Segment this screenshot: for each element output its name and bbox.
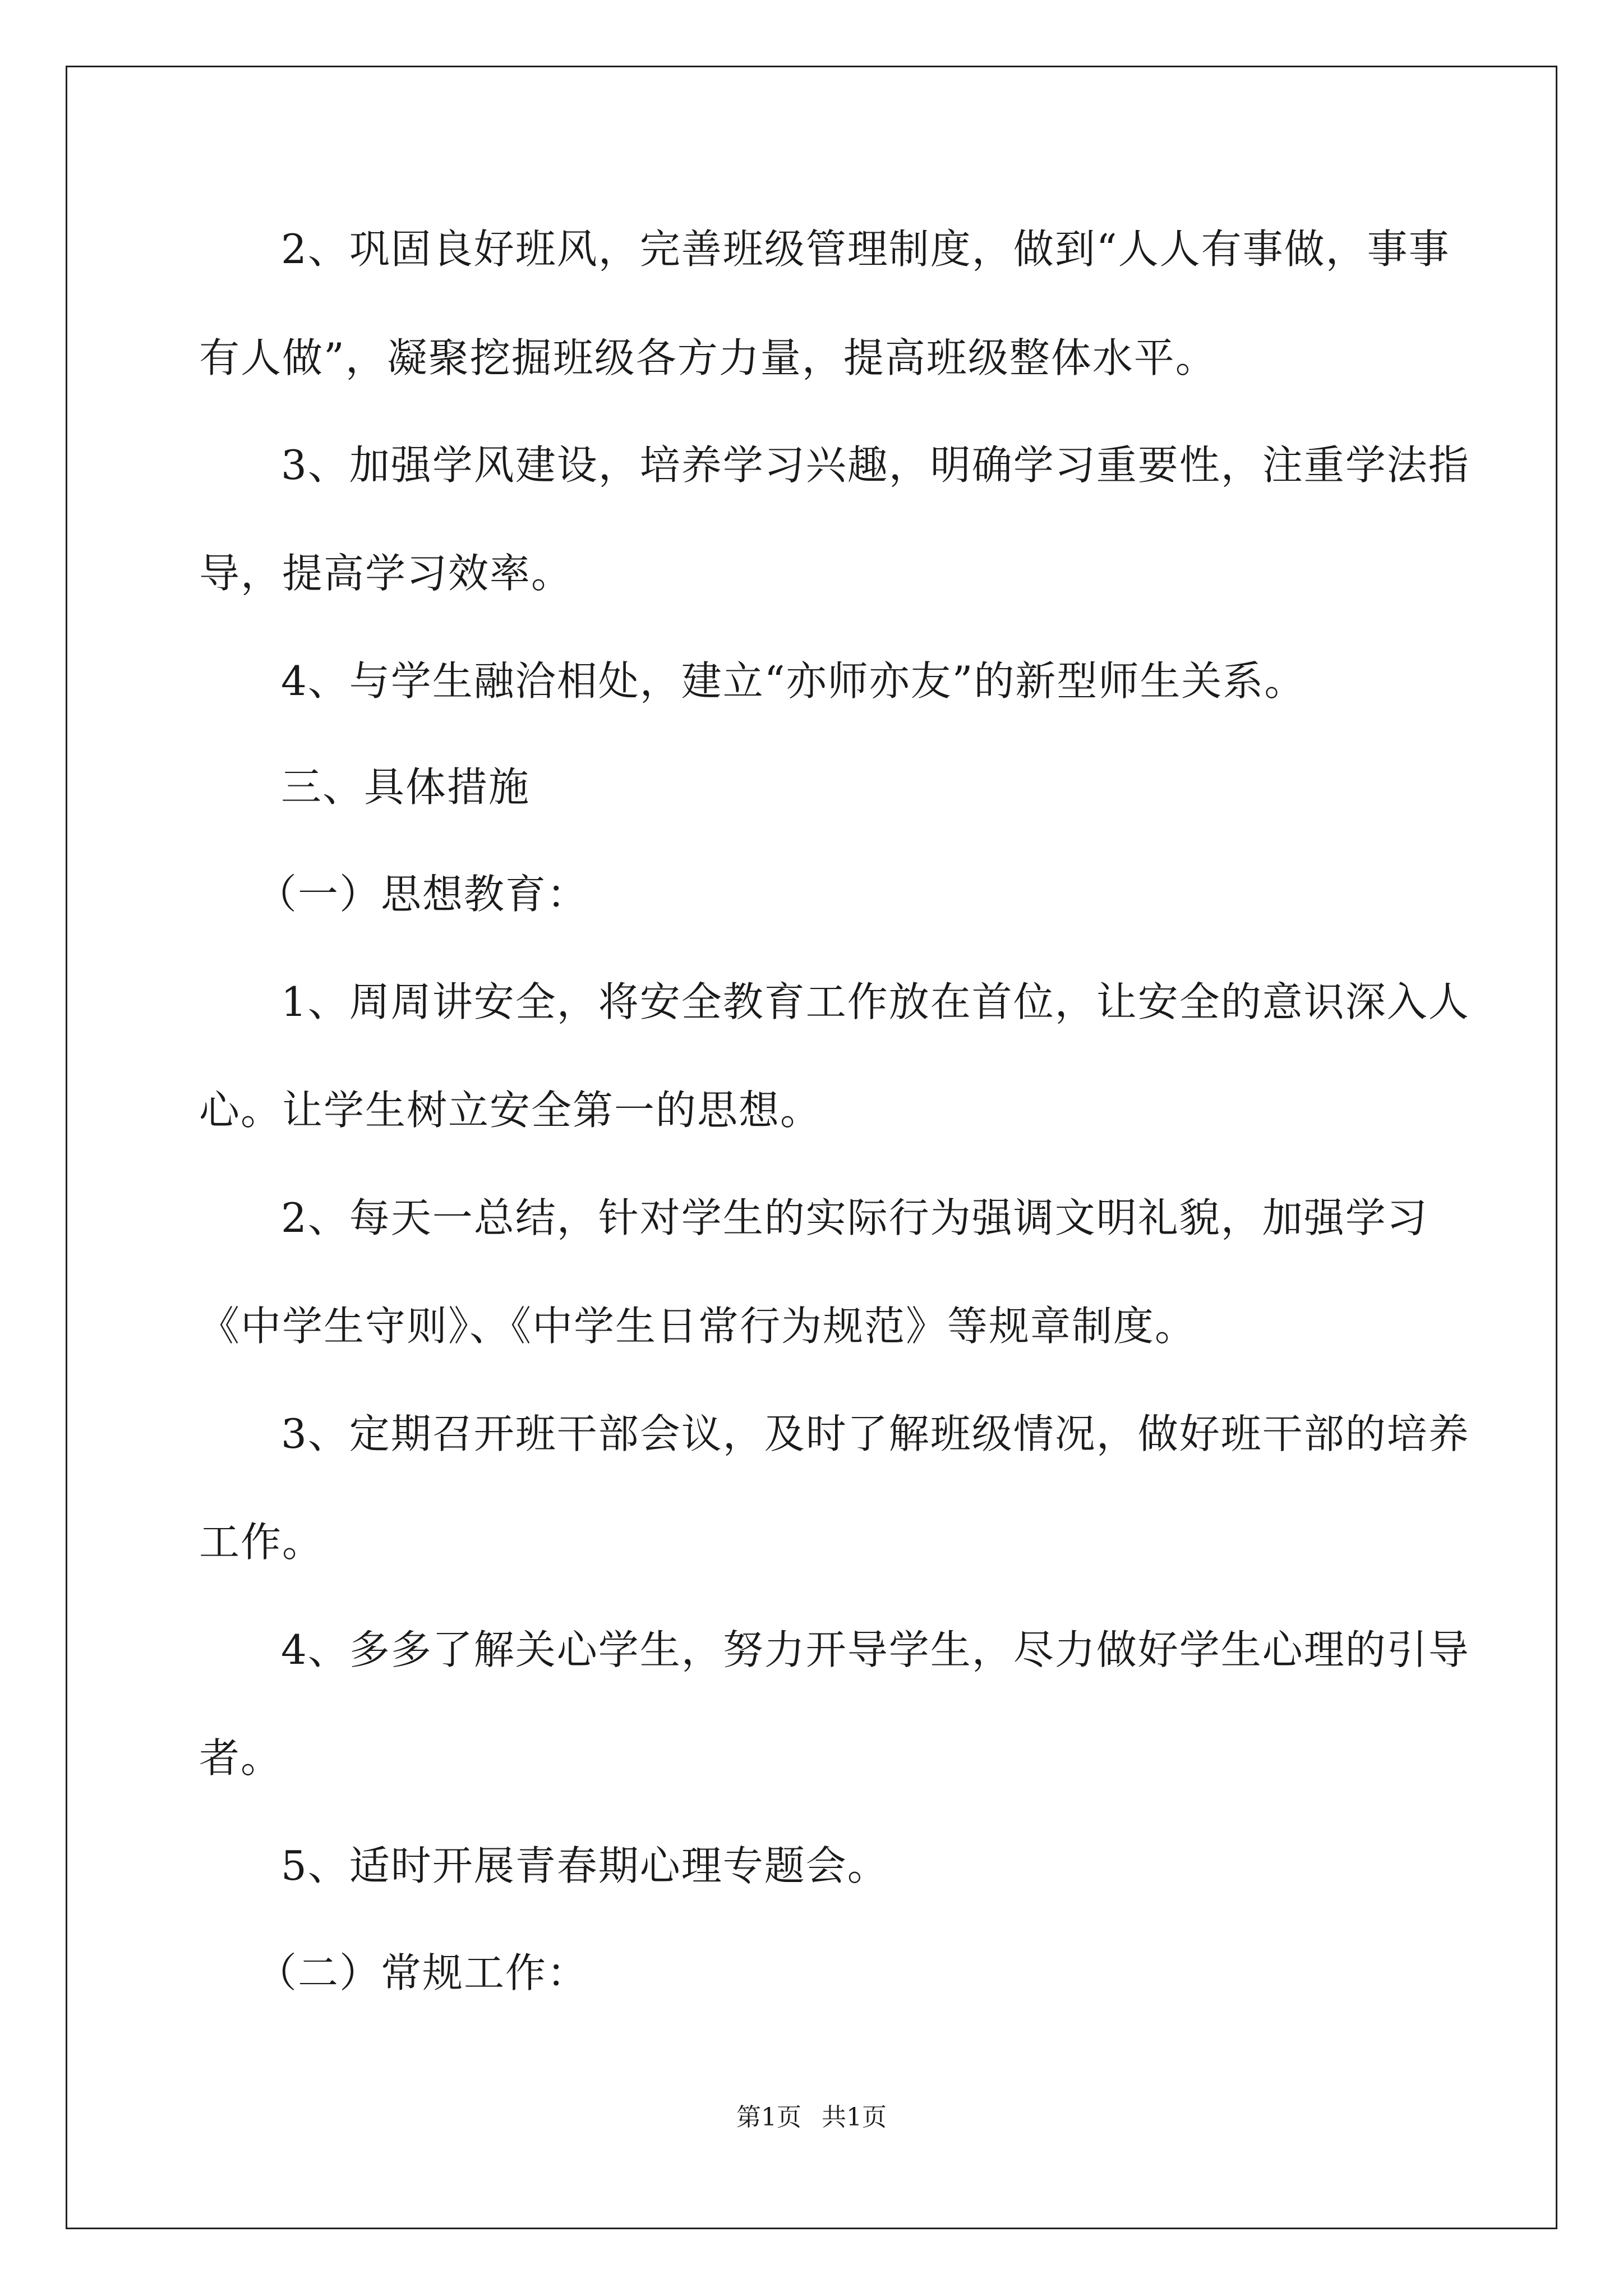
p3-line-1: 4、与学生融洽相处，建立“亦师亦友”的新型师生关系。 xyxy=(281,657,1306,705)
p6-line-1: 3、定期召开班干部会议，及时了解班级情况，做好班干部的培养 xyxy=(281,1410,1470,1457)
page-border xyxy=(66,66,1557,2229)
p4-line-2: 心。让学生树立安全第一的思想。 xyxy=(199,1087,822,1134)
page-number-current: 第1页 xyxy=(736,2103,801,2132)
p7-line-1: 4、多多了解关心学生，努力开导学生，尽力做好学生心理的引导 xyxy=(281,1626,1470,1673)
p5-line-1: 2、每天一总结，针对学生的实际行为强调文明礼貌，加强学习 xyxy=(281,1194,1428,1241)
p8-line-1: 5、适时开展青春期心理专题会。 xyxy=(281,1842,889,1889)
p7-line-2: 者。 xyxy=(199,1734,283,1782)
p2-line-2: 导，提高学习效率。 xyxy=(199,550,573,597)
p5-line-2: 《中学生守则》、《中学生日常行为规范》等规章制度。 xyxy=(199,1303,1197,1350)
subsection-heading-1: （一）思想教育： xyxy=(256,871,589,918)
page-number-total: 共1页 xyxy=(822,2103,887,2132)
p6-line-2: 工作。 xyxy=(199,1519,324,1566)
subsection-heading-2: （二）常规工作： xyxy=(256,1949,589,1996)
page-footer xyxy=(0,2105,1623,2130)
p1-line-2: 有人做”，凝聚挖掘班级各方力量，提高班级整体水平。 xyxy=(199,334,1217,381)
p1-line-1: 2、巩固良好班风，完善班级管理制度，做到“人人有事做，事事 xyxy=(281,226,1450,273)
section-heading-3: 三、具体措施 xyxy=(281,763,531,811)
p2-line-1: 3、加强学风建设，培养学习兴趣，明确学习重要性，注重学法指 xyxy=(281,441,1470,489)
p4-line-1: 1、周周讲安全，将安全教育工作放在首位，让安全的意识深入人 xyxy=(281,978,1470,1025)
